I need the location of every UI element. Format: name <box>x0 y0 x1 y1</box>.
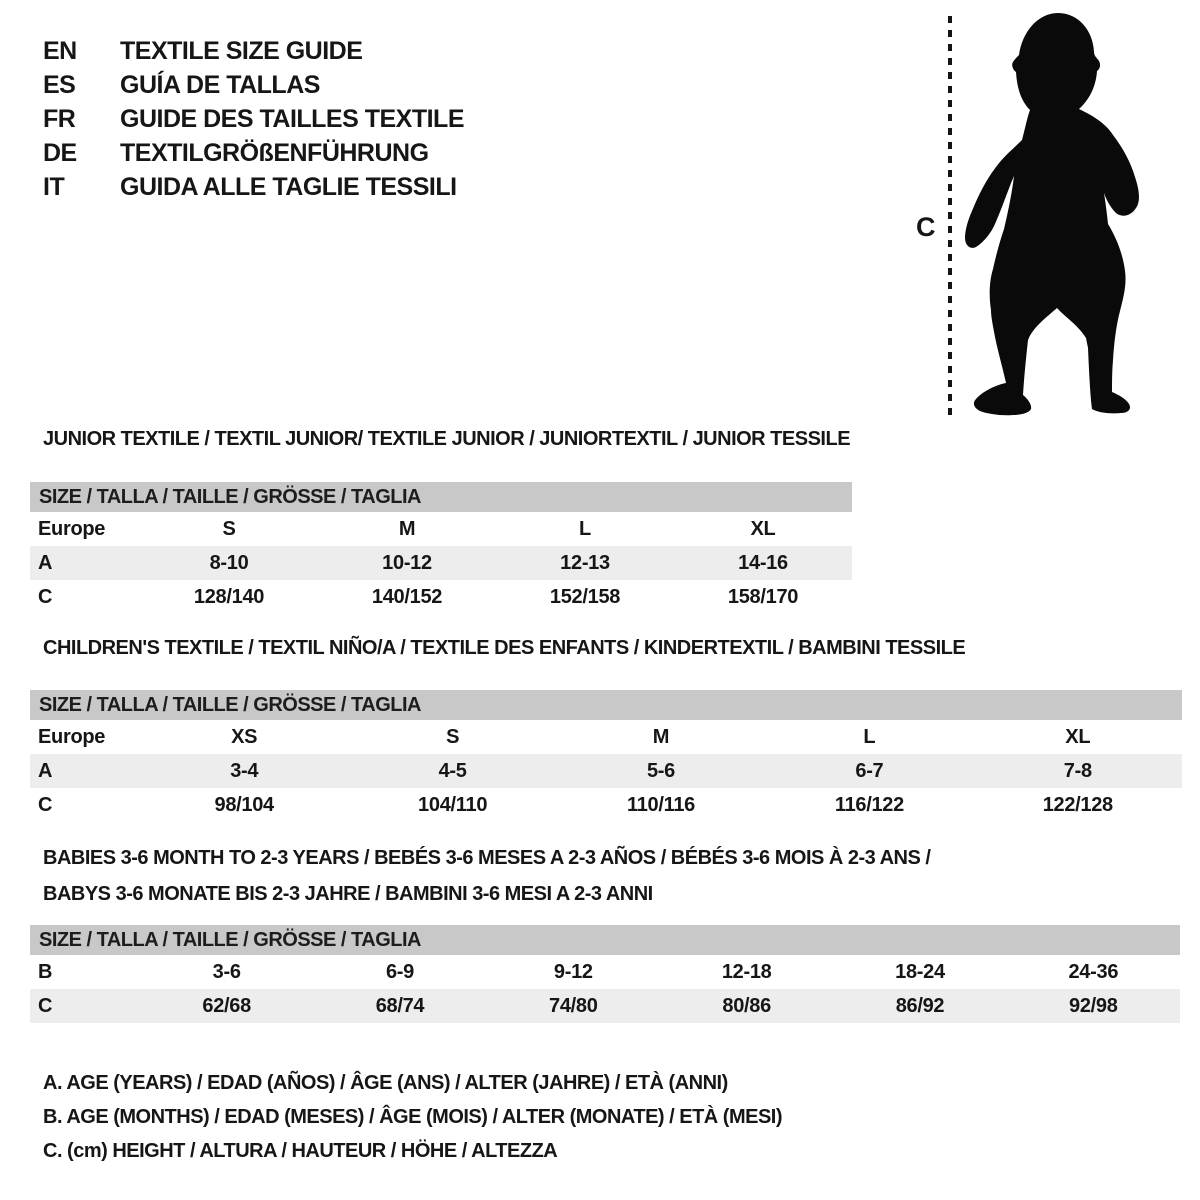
measure-label-c: C <box>916 212 936 242</box>
toddler-silhouette-image <box>962 8 1162 418</box>
row-label: B <box>38 960 53 983</box>
cell: 158/170 <box>727 585 799 608</box>
cell: 140/152 <box>371 585 443 608</box>
cell: XS <box>231 725 258 748</box>
lang-code: DE <box>43 138 77 167</box>
language-header <box>43 34 464 204</box>
babies-section-heading-line2: BABYS 3-6 MONATE BIS 2-3 JAHRE / BAMBINI 3-6 MESI A 2-3 ANNI <box>43 883 653 905</box>
cell: L <box>863 725 876 748</box>
lang-row-de <box>43 136 464 170</box>
cell: 116/122 <box>834 793 904 816</box>
cell: XL <box>1065 725 1091 748</box>
height-measure-dashed-line <box>948 16 952 416</box>
lang-row-en <box>43 34 464 68</box>
row-label: Europe <box>38 517 106 540</box>
lang-title: TEXTILE SIZE GUIDE <box>120 36 363 65</box>
table-row-age <box>30 546 852 580</box>
lang-row-it <box>43 170 464 204</box>
row-label: A <box>38 759 53 782</box>
cell: 10-12 <box>382 551 432 574</box>
cell: 74/80 <box>549 994 598 1017</box>
cell: 6-7 <box>855 759 884 782</box>
lang-code: ES <box>43 70 76 99</box>
cell: 68/74 <box>375 994 425 1017</box>
lang-code: FR <box>43 104 76 133</box>
cell: S <box>222 517 236 540</box>
cell: 18-24 <box>895 960 945 983</box>
legend-line-a: A. AGE (YEARS) / EDAD (AÑOS) / ÂGE (ANS) / ALTER (JAHRE) / ETÀ (ANNI) <box>43 1072 728 1094</box>
cell: M <box>652 725 670 748</box>
lang-row-es <box>43 68 464 102</box>
cell: 12-13 <box>560 551 610 574</box>
junior-section-heading: JUNIOR TEXTILE / TEXTIL JUNIOR/ TEXTILE JUNIOR / JUNIORTEXTIL / JUNIOR TESSILE <box>43 428 851 450</box>
lang-title: GUIDA ALLE TAGLIE TESSILI <box>120 172 457 201</box>
cell: 80/86 <box>722 994 771 1017</box>
table-row-europe <box>30 512 852 546</box>
legend-line-c: C. (cm) HEIGHT / ALTURA / HAUTEUR / HÖHE / ALTEZZA <box>43 1140 558 1162</box>
lang-title: TEXTILGRÖßENFÜHRUNG <box>120 138 429 167</box>
cell: S <box>446 725 460 748</box>
row-label: C <box>38 793 53 816</box>
children-section-heading: CHILDREN'S TEXTILE / TEXTIL NIÑO/A / TEXTILE DES ENFANTS / KINDERTEXTIL / BAMBINI TESSILE <box>43 637 966 659</box>
table-row-height <box>30 989 1180 1023</box>
children-size-table <box>30 690 1182 822</box>
cell: 8-10 <box>209 551 249 574</box>
children-size-bar: SIZE / TALLA / TAILLE / GRÖSSE / TAGLIA <box>30 690 1182 720</box>
row-label: Europe <box>38 725 106 748</box>
cell: 12-18 <box>721 960 772 983</box>
babies-size-table <box>30 925 1180 1023</box>
cell: 128/140 <box>193 585 265 608</box>
cell: 152/158 <box>549 585 621 608</box>
cell: 3-6 <box>212 960 241 983</box>
row-label: C <box>38 994 53 1017</box>
cell: 3-4 <box>230 759 259 782</box>
babies-section-heading-line1: BABIES 3-6 MONTH TO 2-3 YEARS / BEBÉS 3-6 MESES A 2-3 AÑOS / BÉBÉS 3-6 MOIS À 2-3 ANS / <box>43 847 931 869</box>
cell: M <box>398 517 416 540</box>
cell: 24-36 <box>1068 960 1119 983</box>
cell: L <box>579 517 591 540</box>
cell: 62/68 <box>202 994 251 1017</box>
cell: 92/98 <box>1069 994 1118 1017</box>
cell: 4-5 <box>438 759 467 782</box>
lang-title: GUÍA DE TALLAS <box>120 70 320 99</box>
lang-code: EN <box>43 36 77 65</box>
table-row-height <box>30 580 852 614</box>
cell: 14-16 <box>738 551 788 574</box>
junior-size-bar: SIZE / TALLA / TAILLE / GRÖSSE / TAGLIA <box>30 482 852 512</box>
cell: XL <box>750 517 776 540</box>
cell: 98/104 <box>214 793 274 816</box>
lang-row-fr <box>43 102 464 136</box>
cell: 86/92 <box>895 994 945 1017</box>
table-row-europe <box>30 720 1182 754</box>
babies-size-bar: SIZE / TALLA / TAILLE / GRÖSSE / TAGLIA <box>30 925 1180 955</box>
lang-title: GUIDE DES TAILLES TEXTILE <box>120 104 465 133</box>
lang-code: IT <box>43 172 65 201</box>
cell: 7-8 <box>1063 759 1092 782</box>
table-row-age <box>30 754 1182 788</box>
junior-size-table <box>30 482 852 614</box>
cell: 6-9 <box>385 960 414 983</box>
table-row-height <box>30 788 1182 822</box>
cell: 5-6 <box>646 759 675 782</box>
row-label: C <box>38 585 53 608</box>
cell: 122/128 <box>1042 793 1113 816</box>
legend-line-b: B. AGE (MONTHS) / EDAD (MESES) / ÂGE (MOIS) / ALTER (MONATE) / ETÀ (MESI) <box>43 1106 783 1128</box>
cell: 9-12 <box>553 960 593 983</box>
cell: 110/116 <box>626 793 695 816</box>
table-row-age-months <box>30 955 1180 989</box>
cell: 104/110 <box>418 793 488 816</box>
row-label: A <box>38 551 53 574</box>
